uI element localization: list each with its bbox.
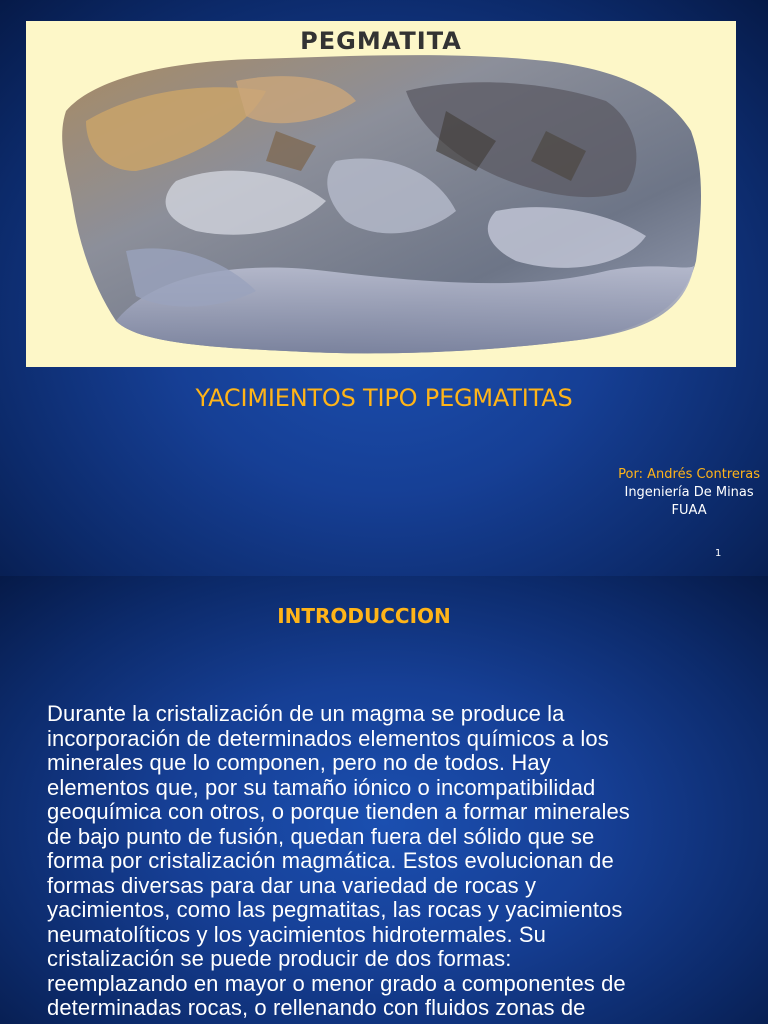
slide-number: 1 — [715, 548, 722, 559]
photo-caption: PEGMATITA — [300, 27, 462, 55]
department-name: Ingeniería De Minas — [624, 485, 754, 500]
body-line: de bajo punto de fusión, quedan fuera del sólido que se — [47, 823, 595, 849]
body-line: Durante la cristalización de un magma se produce la — [47, 701, 565, 726]
intro-heading: INTRODUCCION — [277, 604, 451, 628]
body-line: determinadas rocas, o rellenando con fluidos zonas de — [47, 995, 586, 1020]
pegmatite-photo — [26, 21, 736, 367]
author-name: Por: Andrés Contreras — [618, 467, 760, 482]
slide-title: YACIMIENTOS TIPO PEGMATITAS — [195, 384, 573, 412]
body-line: formas diversas para dar una variedad de rocas y — [47, 872, 537, 898]
body-line: incorporación de determinados elementos químicos a los — [47, 725, 609, 751]
body-line: yacimientos, como las pegmatitas, las rocas y yacimientos — [47, 897, 623, 922]
body-line: minerales que lo componen, pero no de todos. Hay — [47, 750, 551, 775]
institution-name: FUAA — [671, 503, 707, 518]
author-block — [618, 466, 760, 520]
body-line: forma por cristalización magmática. Estos evolucionan de — [47, 848, 614, 873]
body-line: reemplazando en mayor o menor grado a componentes de — [47, 970, 626, 996]
slide-2 — [0, 576, 768, 1024]
body-line: neumatolíticos y los yacimientos hidrotermales. Su — [47, 921, 546, 947]
body-line: cristalización se puede producir de dos formas: — [47, 946, 512, 971]
body-line: geoquímica con otros, o porque tienden a formar minerales — [47, 799, 630, 824]
pegmatite-rock-image — [26, 21, 736, 367]
body-line: elementos que, por su tamaño iónico o incompatibilidad — [47, 774, 596, 800]
intro-body — [47, 702, 747, 1021]
